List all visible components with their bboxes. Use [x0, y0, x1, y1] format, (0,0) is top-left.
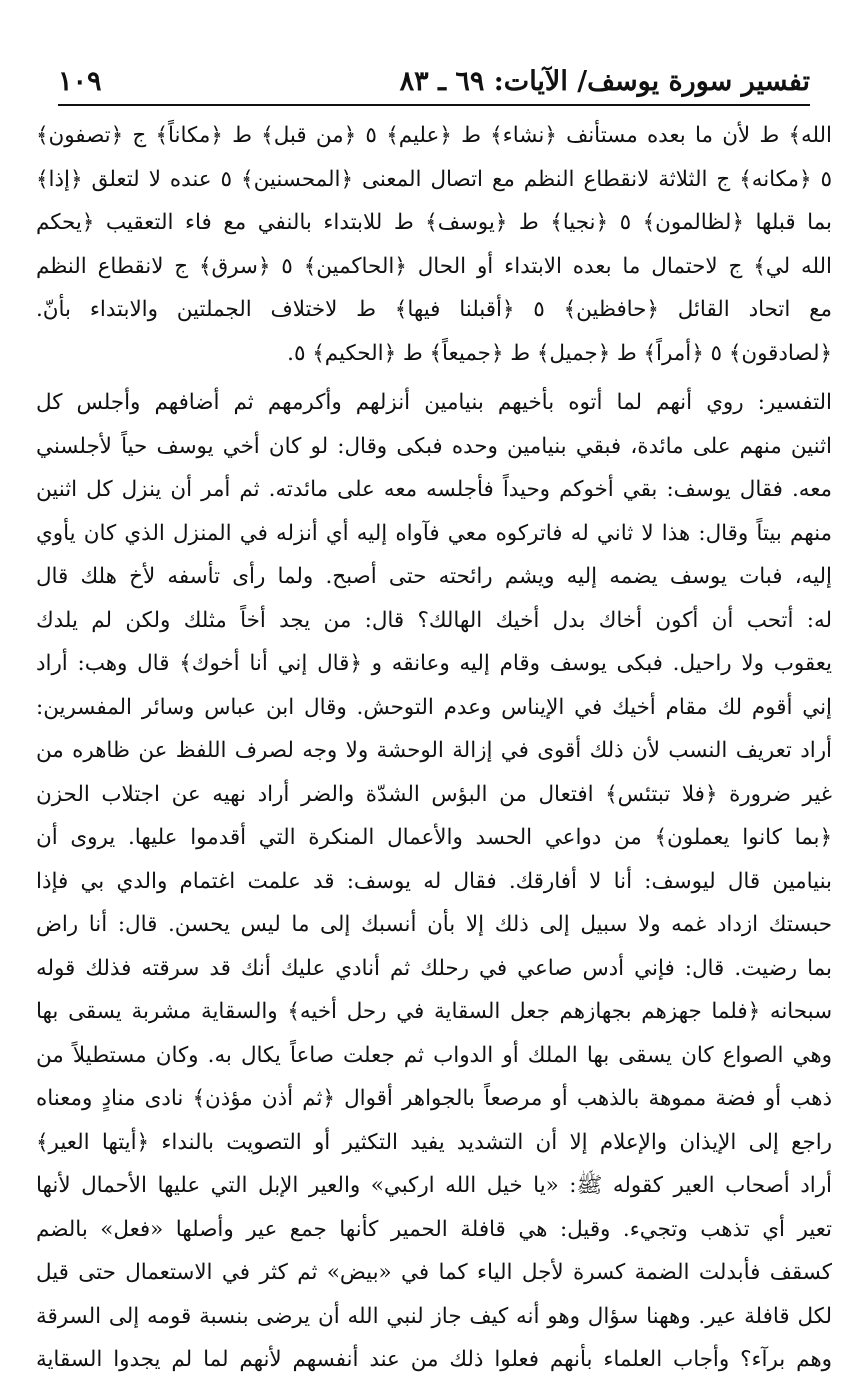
text-line: الله لي﴾ ج لاحتمال ما بعده الابتداء أو الحال ﴿الحاكمين﴾ ٥ ﴿سرق﴾ ج لانقطاع النظم	[36, 253, 832, 279]
text-line: بما رضيت. قال: فإني أدس صاعي في رحلك ثم أنادي عليك أنك قد سرقته فذلك قوله	[36, 955, 832, 981]
text-line: أراد أصحاب العير كقوله ﷺ: «يا خيل الله اركبي» والعير الإبل التي عليها الأحمال لأنها	[36, 1173, 832, 1198]
text-line: ٥ ﴿مكانه﴾ ج الثلاثة لانقطاع النظم مع اتصال المعنى ﴿المحسنين﴾ ٥ عنده لا لتعلق ﴿إذا﴾	[36, 166, 832, 192]
text-line: تعير أي تذهب وتجيء. وقيل: هي قافلة الحمير كأنها جمع عير وأصلها «فعل» بالضم	[36, 1216, 832, 1242]
text-line: حبستك ازداد غمه ولا سبيل إلى ذلك إلا بأن أنسبك إلى ما ليس يحسن. قال: أنا راض	[36, 912, 832, 937]
text-line: ﴿بما كانوا يعملون﴾ من دواعي الحسد والأعمال المنكرة التي أقدموا عليها. يروى أن	[36, 825, 832, 850]
running-title: تفسير سورة يوسف/ الآيات: ٦٩ ـ ٨٣	[399, 66, 810, 97]
text-line: معه. فقال يوسف: بقي أخوكم وحيداً فأجلسه معه على مائدته. ثم أمر أن ينزل كل اثنين	[36, 477, 832, 502]
tafsir-section	[36, 381, 832, 1382]
text-line: التفسير: روي أنهم لما أتوه بأخيهم بنيامين أنزلهم وأكرمهم ثم أضافهم وأجلس كل	[36, 390, 832, 415]
text-line: بنيامين قال ليوسف: أنا لا أفارقك. فقال له يوسف: قد علمت اغتمام والدي بي فإذا	[36, 868, 832, 894]
text-line: لكل قافلة عير. وههنا سؤال وهو أنه كيف جاز لنبي الله أن يرضى بنسبة قومه إلى السرقة	[36, 1303, 832, 1329]
text-line: يعقوب ولا راحيل. فبكى يوسف وقام إليه وعانقه و ﴿قال إني أنا أخوك﴾ قال وهب: أراد	[36, 651, 832, 676]
text-line: ﴿لصادقون﴾ ٥ ﴿أمراً﴾ ط ﴿جميل﴾ ط ﴿جميعاً﴾ ط ﴿الحكيم﴾ ٥.	[287, 340, 832, 366]
text-line: بما قبلها ﴿لظالمون﴾ ٥ ﴿نجيا﴾ ط ﴿يوسف﴾ ط للابتداء بالنفي مع فاء التعقيب ﴿يحكم	[36, 210, 832, 235]
page-header	[58, 60, 810, 104]
text-line: وهي الصواع كان يسقى بها الملك أو الدواب ثم جعلت صاعاً يكال به. وكان مستطيلاً من	[36, 1042, 832, 1068]
text-line: الله﴾ ط لأن ما بعده مستأنف ﴿نشاء﴾ ط ﴿عليم﴾ ٥ ﴿من قبل﴾ ط ﴿مكاناً﴾ ج ﴿تصفون﴾	[36, 123, 832, 148]
text-line: غير ضرورة ﴿فلا تبتئس﴾ افتعال من البؤس الشدّة والضر أراد نهيه عن اجتلاب الحزن	[36, 781, 832, 807]
body-text	[36, 114, 832, 1382]
page-number: ١٠٩	[58, 66, 102, 97]
text-line: أراد تعريف النسب لأن ذلك أقوى في إزالة الوحشة ولا وجه لصرف اللفظ عن ظاهره من	[36, 738, 832, 763]
text-line: مع اتحاد القائل ﴿حافظين﴾ ٥ ﴿أقبلنا فيها﴾ ط لاختلاف الجملتين والابتداء بأنّ.	[36, 297, 832, 322]
text-line: له: أتحب أن أكون أخاك بدل أخيك الهالك؟ قال: من يجد أخاً مثلك ولكن لم يلدك	[36, 607, 832, 633]
text-line: منهم بيتاً وقال: هذا لا ثاني له فاتركوه معي فآواه إليه أي أنزله في المنزل الذي كان يأوي	[36, 520, 832, 546]
text-line: اثنين منهم على مائدة، فبقي بنيامين وحده فبكى وقال: لو كان أخي يوسف حياً لأجلسني	[36, 433, 832, 459]
waqf-section	[36, 114, 832, 375]
text-line: كسقف فأبدلت الضمة كسرة لأجل الياء كما في «بيض» ثم كثر في الاستعمال حتى قيل	[36, 1260, 832, 1285]
text-line: إليه، فبات يوسف يضمه إليه ويشم رائحته حتى أصبح. ولما رأى تأسفه لأخ هلك قال	[36, 564, 832, 589]
text-line: وهم برآء؟ وأجاب العلماء بأنهم فعلوا ذلك من عند أنفسهم لأنهم لما لم يجدوا السقاية	[36, 1347, 832, 1372]
text-line: راجع إلى الإيذان والإعلام إلا أن التشديد يفيد التكثير أو التصويت بالنداء ﴿أيتها العير﴾	[36, 1129, 832, 1155]
text-line: إني أقوم لك مقام أخيك في الإيناس وعدم التوحش. وقال ابن عباس وسائر المفسرين:	[36, 694, 832, 720]
header-rule	[58, 104, 810, 106]
text-line: سبحانه ﴿فلما جهزهم بجهازهم جعل السقاية في رحل أخيه﴾ والسقاية مشربة يسقى بها	[36, 999, 832, 1024]
text-line: ذهب أو فضة مموهة بالذهب أو مرصعاً بالجواهر أقوال ﴿ثم أذن مؤذن﴾ نادى منادٍ ومعناه	[36, 1086, 832, 1111]
